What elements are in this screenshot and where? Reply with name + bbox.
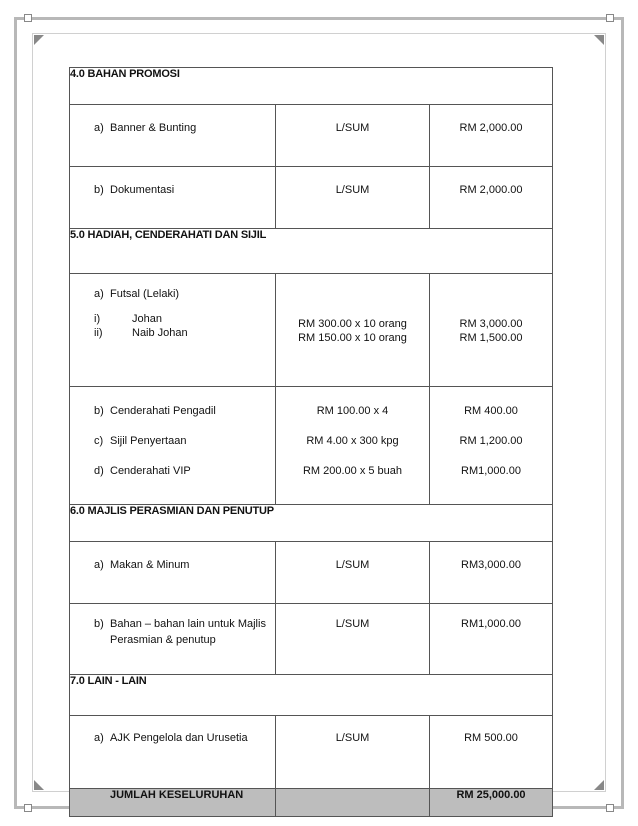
item-label: Dokumentasi (110, 184, 175, 196)
sub-item-quantity: RM 150.00 x 10 orang (298, 332, 407, 344)
item-marker: d) (94, 465, 104, 477)
table-row (70, 716, 553, 789)
section-header-majlis (70, 505, 553, 542)
item-marker: b) (94, 184, 104, 196)
item-quantity: L/SUM (276, 604, 430, 675)
item-marker: c) (94, 435, 104, 447)
item-marker: a) (94, 732, 104, 744)
item-label: Futsal (Lelaki) (110, 288, 180, 300)
budget-table (69, 67, 553, 817)
item-label: Cenderahati Pengadil (110, 405, 216, 417)
sub-item-quantity: RM 300.00 x 10 orang (298, 318, 407, 330)
item-amount: RM 2,000.00 (430, 105, 553, 167)
item-quantity: L/SUM (276, 542, 430, 604)
item-amount: RM1,000.00 (430, 604, 553, 675)
table-row (70, 604, 553, 675)
total-row (70, 789, 553, 817)
item-quantity: RM 4.00 x 300 kpg (306, 435, 399, 447)
section-title: 6.0 MAJLIS PERASMIAN DAN PENUTUP (70, 505, 553, 542)
section-title: 5.0 HADIAH, CENDERAHATI DAN SIJIL (70, 229, 553, 274)
sub-item-label: Johan (132, 313, 162, 325)
item-quantity: RM 200.00 x 5 buah (302, 465, 403, 477)
section-header-hadiah (70, 229, 553, 274)
item-label: Makan & Minum (110, 559, 190, 571)
item-amount: RM 2,000.00 (430, 167, 553, 229)
item-amount: RM 400.00 (464, 405, 518, 417)
section-header-bahan-promosi (70, 68, 553, 105)
sub-item-marker: i) (94, 313, 101, 325)
table-row (70, 387, 553, 505)
item-quantity: L/SUM (276, 716, 430, 789)
item-label: Banner & Bunting (110, 122, 197, 134)
sub-item-amount: RM 3,000.00 (459, 318, 523, 330)
corner-ornament-top-right (594, 35, 604, 45)
sub-item-label: Naib Johan (132, 327, 188, 339)
sub-item-amount: RM 1,500.00 (459, 332, 523, 344)
total-spacer (276, 789, 430, 817)
corner-ornament-bottom-left (34, 780, 44, 790)
total-amount: RM 25,000.00 (430, 789, 553, 817)
item-amount: RM1,000.00 (461, 465, 521, 477)
item-amount: RM 500.00 (430, 716, 553, 789)
item-quantity: RM 100.00 x 4 (316, 405, 389, 417)
table-row (70, 167, 553, 229)
table-row (70, 542, 553, 604)
table-row (70, 105, 553, 167)
item-amount: RM 1,200.00 (459, 435, 523, 447)
corner-ornament-top-left (34, 35, 44, 45)
item-marker: b) (94, 405, 104, 417)
item-marker: a) (94, 288, 104, 300)
item-quantity: L/SUM (276, 105, 430, 167)
section-title: 4.0 BAHAN PROMOSI (70, 68, 553, 105)
item-marker: a) (94, 122, 104, 134)
item-label-continued: Perasmian & penutup (110, 634, 216, 646)
item-quantity: L/SUM (276, 167, 430, 229)
total-label: JUMLAH KESELURUHAN (70, 789, 276, 817)
section-title: 7.0 LAIN - LAIN (70, 675, 553, 716)
item-label: Sijil Penyertaan (110, 435, 187, 447)
item-label: Cenderahati VIP (110, 465, 191, 477)
item-marker: a) (94, 559, 104, 571)
item-label: AJK Pengelola dan Urusetia (110, 732, 248, 744)
corner-ornament-bottom-right (594, 780, 604, 790)
sub-item-marker: ii) (94, 327, 103, 339)
table-row (70, 274, 553, 387)
item-amount: RM3,000.00 (430, 542, 553, 604)
item-label: Bahan – bahan lain untuk Majlis (110, 618, 266, 630)
item-marker: b) (94, 618, 104, 630)
section-header-lain-lain (70, 675, 553, 716)
